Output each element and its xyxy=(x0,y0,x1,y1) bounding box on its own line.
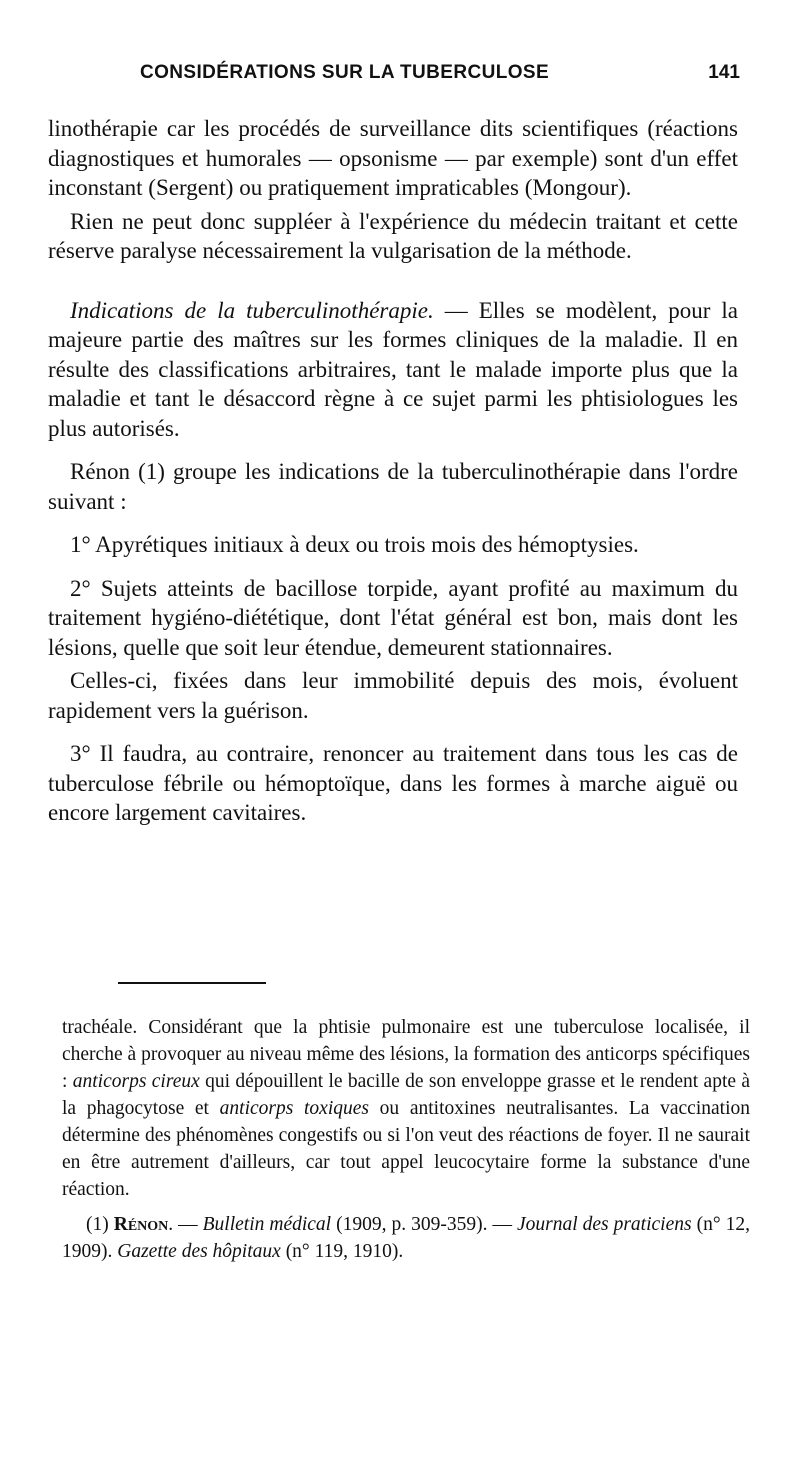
footnote-reference xyxy=(62,1211,750,1265)
footnote-ref-g: (n° 119, 1910). xyxy=(280,1241,404,1262)
footnote-ref-e: (n° 12, 1909). xyxy=(62,1214,751,1262)
running-head xyxy=(140,62,740,90)
footnote-ref-a: . — xyxy=(168,1214,203,1235)
running-title: CONSIDÉRATIONS SUR LA TUBERCULOSE xyxy=(140,62,550,83)
paragraph-renon: Rénon (1) groupe les indications de la tuberculinothérapie dans l'ordre suivant : xyxy=(48,459,738,514)
footnote-text-e: ou antitoxines neutralisantes. La vaccination détermine des phénomènes congestifs ou si l'on veut des réactions de foyer. Il ne saurait en être autrement d'ailleurs, car tout appel leucocytaire forme la substance d'une réaction. xyxy=(62,1098,750,1200)
paragraph-experience: Rien ne peut donc suppléer à l'expérience du médecin traitant et cette réserve paralyse nécessairement la vulgarisation de la méthode. xyxy=(48,208,738,263)
list-item-1: 1° Apyrétiques initiaux à deux ou trois mois des hémoptysies. xyxy=(70,532,639,557)
paragraph-indications-text: — Elles se modèlent, pour la majeure partie des maîtres sur les formes cliniques de la maladie. Il en résulte des classifications arbitraires, tant le malade importe plus que la maladie et tant le désaccord règne à ce sujet parmi les phtisiologues les plus autorisés. xyxy=(48,297,738,441)
footnote-ref-f: Gazette des hôpitaux xyxy=(117,1241,281,1262)
footnote-text-c: qui dépouillent le bacille de son enveloppe grasse et le rendent apte à la phagocytose et xyxy=(62,1071,751,1119)
paragraph-indications xyxy=(48,296,738,444)
footnotes xyxy=(62,1014,750,1265)
footnote-ref-c: (1909, p. 309-359). — xyxy=(331,1214,517,1235)
paragraph-celles-ci: Celles-ci, fixées dans leur immobilité depuis des mois, évoluent rapidement vers la guérison. xyxy=(48,668,738,723)
section-heading-indications: Indications de la tuberculinothérapie. xyxy=(70,297,434,323)
list-item-2: 2° Sujets atteints de bacillose torpide, ayant profité au maximum du traitement hygiéno-diététique, dont l'état général est bon, mais dont les lésions, quelle que soit leur étendue, demeurent stationnaires. xyxy=(48,575,738,660)
footnote-rule xyxy=(118,982,266,984)
footnote-text-b: anticorps cireux xyxy=(72,1071,200,1092)
footnote-continuation xyxy=(62,1014,750,1203)
list-item-3: 3° Il faudra, au contraire, renoncer au traitement dans tous les cas de tuberculose fébrile ou hémoptoïque, dans les formes à marche aiguë ou encore largement cavitaires. xyxy=(48,741,738,825)
main-text xyxy=(48,114,738,828)
footnote-ref-b: Bulletin médical xyxy=(202,1214,332,1235)
footnote-ref-number: (1) xyxy=(86,1214,114,1235)
footnote-ref-d: Journal des praticiens xyxy=(516,1214,692,1235)
footnote-ref-author: Rénon xyxy=(113,1214,169,1235)
paragraph-continuation: linothérapie car les procédés de surveillance dits scientifiques (réactions diagnostiques et humorales — opsonisme — par exemple) sont d'un effet inconstant (Sergent) ou pratiquement impraticables (Mongour). xyxy=(48,116,738,200)
footnote-text-a: trachéale. Considérant que la phtisie pulmonaire est une tuberculose localisée, il cherche à provoquer au niveau même des lésions, la formation des anticorps spécifiques : xyxy=(62,1017,750,1092)
footnote-text-d: anticorps toxiques xyxy=(219,1098,369,1119)
page-number: 141 xyxy=(708,62,740,83)
